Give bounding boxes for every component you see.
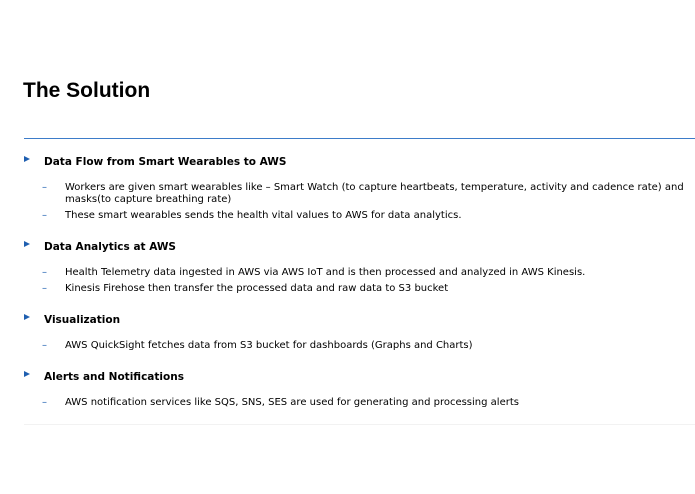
section-heading: Alerts and Notifications xyxy=(44,371,184,383)
section-visualization xyxy=(24,309,689,352)
bullet-item xyxy=(24,340,689,352)
bullet-list xyxy=(24,182,689,222)
bullet-text: AWS notification services like SQS, SNS, SES are used for generating and processing alerts xyxy=(65,397,519,408)
bullet-text: These smart wearables sends the health vital values to AWS for data analytics. xyxy=(65,210,462,221)
bullet-item xyxy=(24,210,689,222)
section-data-analytics xyxy=(24,236,689,295)
title-divider xyxy=(24,138,695,139)
section-header xyxy=(24,366,689,384)
triangle-bullet-icon xyxy=(24,314,30,320)
dash-bullet-icon: – xyxy=(42,283,47,294)
bullet-item xyxy=(24,283,689,295)
bullet-text: Workers are given smart wearables like – Smart Watch (to capture heartbeats, temperature, activity and cadence rate) and masks(to capture breathing rate) xyxy=(65,182,684,205)
dash-bullet-icon: – xyxy=(42,210,47,221)
bullet-list xyxy=(24,397,689,409)
bullet-item xyxy=(24,182,689,206)
slide-content xyxy=(24,151,689,413)
bullet-text: Health Telemetry data ingested in AWS via AWS IoT and is then processed and analyzed in AWS Kinesis. xyxy=(65,267,586,278)
triangle-bullet-icon xyxy=(24,241,30,247)
triangle-bullet-icon xyxy=(24,156,30,162)
triangle-bullet-icon xyxy=(24,371,30,377)
section-heading: Data Analytics at AWS xyxy=(44,241,176,253)
bullet-list xyxy=(24,340,689,352)
dash-bullet-icon: – xyxy=(42,340,47,351)
section-data-flow xyxy=(24,151,689,222)
slide-title: The Solution xyxy=(23,79,151,102)
section-header xyxy=(24,151,689,169)
bullet-text: Kinesis Firehose then transfer the processed data and raw data to S3 bucket xyxy=(65,283,449,294)
bottom-divider xyxy=(24,424,695,425)
section-heading: Data Flow from Smart Wearables to AWS xyxy=(44,156,287,168)
section-alerts xyxy=(24,366,689,409)
bullet-item xyxy=(24,267,689,279)
bullet-list xyxy=(24,267,689,295)
dash-bullet-icon: – xyxy=(42,267,47,278)
section-heading: Visualization xyxy=(44,314,121,326)
bullet-item xyxy=(24,397,689,409)
bullet-text: AWS QuickSight fetches data from S3 bucket for dashboards (Graphs and Charts) xyxy=(65,340,473,351)
dash-bullet-icon: – xyxy=(42,182,47,193)
section-header xyxy=(24,309,689,327)
dash-bullet-icon: – xyxy=(42,397,47,408)
section-header xyxy=(24,236,689,254)
